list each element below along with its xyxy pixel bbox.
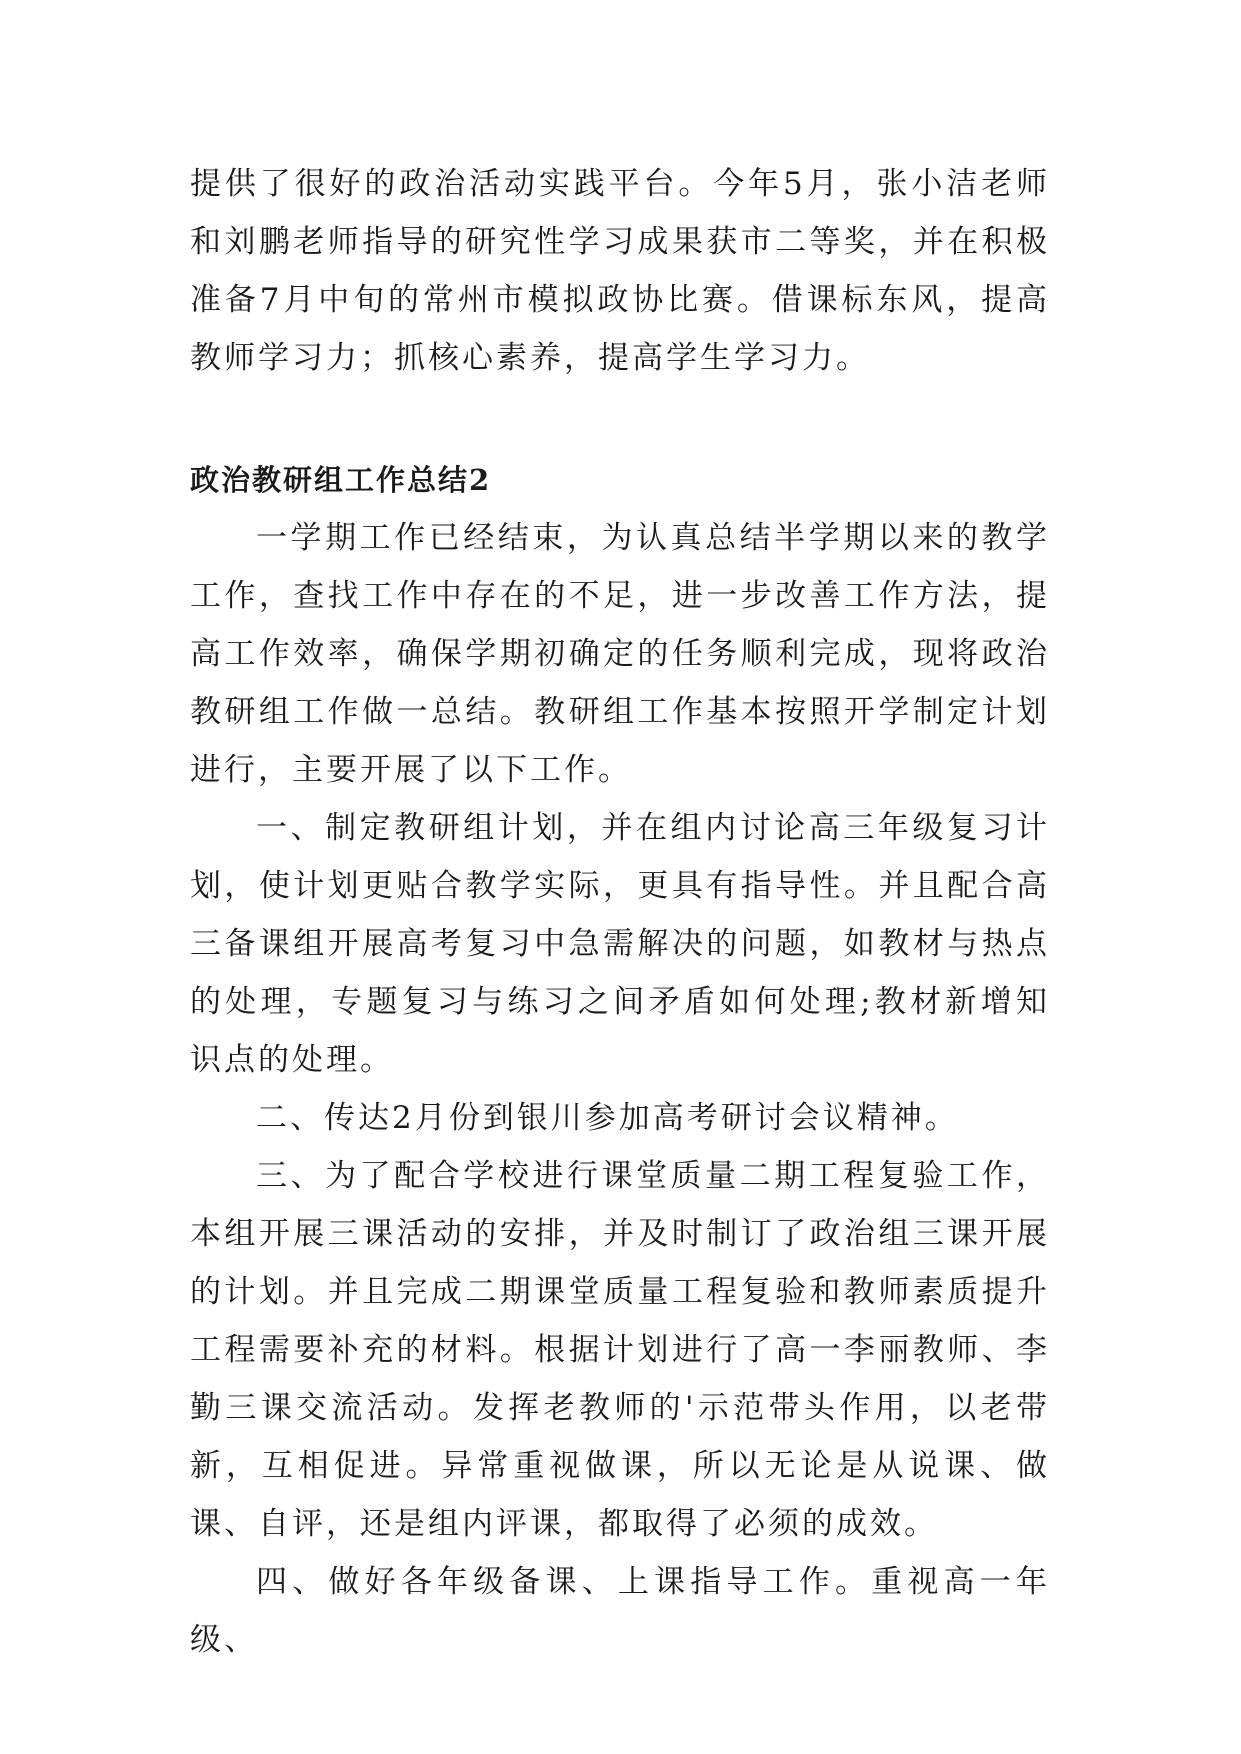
document-body <box>190 155 1050 1669</box>
paragraph-item-4: 四、做好各年级备课、上课指导工作。重视高一年级、 <box>190 1564 1050 1658</box>
section-spacer <box>190 387 1050 451</box>
paragraph-summary-intro: 一学期工作已经结束，为认真总结半学期以来的教学工作，查找工作中存在的不足，进一步改善工作方法，提高工作效率，确保学期初确定的任务顺利完成，现将政治教研组工作做一总结。教研组工作基本按照开学制定计划进行，主要开展了以下工作。 <box>190 520 1050 788</box>
paragraph-item-2: 二、传达2月份到银川参加高考研讨会议精神。 <box>256 1100 959 1136</box>
section-title: 政治教研组工作总结2 <box>190 463 492 497</box>
paragraph-item-3: 三、为了配合学校进行课堂质量二期工程复验工作，本组开展三课活动的安排，并及时制订了政治组三课开展的计划。并且完成二期课堂质量工程复验和教师素质提升工程需要补充的材料。根据计划进行了高一李丽教师、李勤三课交流活动。发挥老教师的'示范带头作用，以老带新，互相促进。异常重视做课，所以无论是从说课、做课、自评，还是组内评课，都取得了必须的成效。 <box>190 1158 1050 1542</box>
paragraph-item-1: 一、制定教研组计划，并在组内讨论高三年级复习计划，使计划更贴合教学实际，更具有指导性。并且配合高三备课组开展高考复习中急需解决的问题，如教材与热点的处理，专题复习与练习之间矛盾如何处理;教材新增知识点的处理。 <box>190 810 1050 1078</box>
intro-paragraph: 提供了很好的政治活动实践平台。今年5月，张小洁老师和刘鹏老师指导的研究性学习成果获市二等奖，并在积极准备7月中旬的常州市模拟政协比赛。借课标东风，提高教师学习力；抓核心素养，提高学生学习力。 <box>190 166 1050 376</box>
